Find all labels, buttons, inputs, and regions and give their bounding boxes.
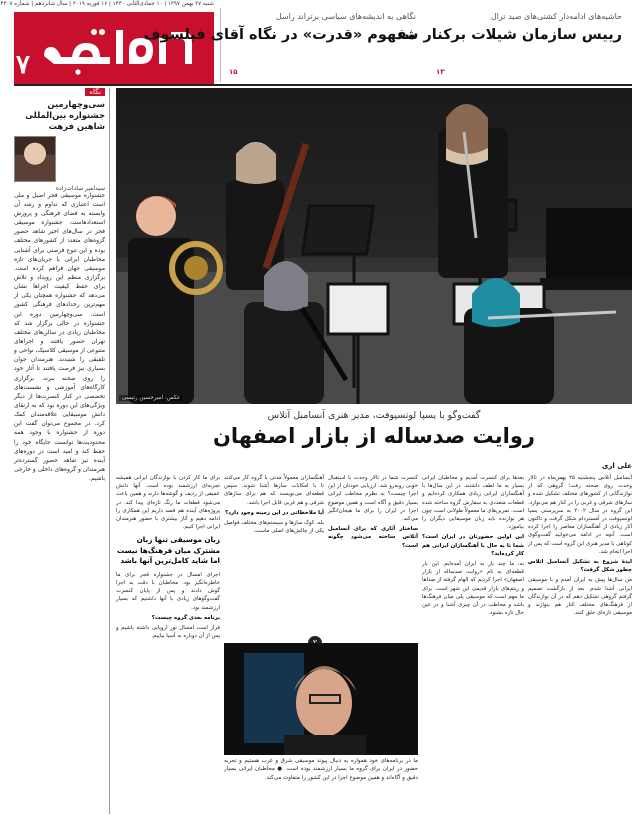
masthead — [14, 12, 214, 84]
article-text: بعدها برای کنسرت آمدیم و مخاطبان ایرانی بسیار به ما لطف داشتند. در این سال‌ها با آهنگسازان ایرانی زیادی همکاری کرده‌ایم و قطعات متعددی به سفارش گروه ساخته شده است. تمرین‌های ما معمولاً طولانی است چون هر نوازنده باید زبان موسیقایی دیگران را بیاموزد. — [422, 475, 524, 531]
promo-headline[interactable]: مفهوم «قدرت» در نگاه آقای فیلسوف — [143, 27, 416, 43]
article-column-2 — [422, 474, 524, 814]
promo-page-number: ۱۳ — [436, 68, 445, 76]
main-photo — [116, 88, 632, 404]
opinion-title: سی‌وچهارمین جشنواره بین‌المللی شاهین فرهت — [25, 99, 105, 131]
author-photo — [14, 136, 56, 182]
article-text: قرار است امسال تور اروپایی داشته باشیم و پس از آن دوباره به آسیا بیاییم. — [116, 624, 220, 640]
article-column-1 — [528, 474, 632, 814]
interview-question: آیا ملاحظاتی در این زمینه وجود دارد؟ — [225, 509, 324, 516]
promo-kicker: نگاهی به اندیشه‌های سیاسی برتراند راسل — [275, 12, 416, 21]
article-text: کنسرت شما در تالار وحدت با استقبال خوبی روبه‌رو شد. ارزیابی خودتان از این اجرا چیست؟ به نظرم مخاطب ایرانی بسیار دقیق و آگاه است و همین موضوع اجرا در ایران را برای ما هیجان‌انگیز می‌کند. — [328, 475, 418, 523]
article-column-3 — [328, 474, 418, 640]
page-number: ۷ — [16, 50, 30, 80]
article-text: آهنگسازان معمولاً مدتی با گروه کار می‌کنند تا با امکانات سازها آشنا شوند. سپس قطعه‌ای می‌نویسند که هم برای سازهای شرقی و هم غربی قابل اجرا باشد. — [224, 475, 324, 506]
inset-portrait-photo — [224, 643, 418, 755]
article-text: برای ما کار کردن با نوازندگان ایرانی همیشه تجربه‌ای ارزشمند بوده است. آنها دانش عمیقی از ردیف و گوشه‌ها دارند و همین باعث می‌شود قطعات ما رنگ تازه‌ای پیدا کند. در پروژه‌های آینده هم قصد داریم این همکاری را ادامه دهیم و آثار بیشتری با حضور هنرمندان ایرانی اجرا کنیم. — [116, 475, 220, 531]
masthead-divider — [14, 84, 632, 86]
promo-page-number: ۱۵ — [229, 68, 238, 76]
story-byline: علی اری — [601, 462, 632, 470]
story-kicker: گفت‌وگو با یسپا لوتسپوفت، مدیر هنری آنسامبل آتلاس — [267, 410, 481, 421]
promo-headline[interactable]: رییس سازمان شیلات برکنار شد — [395, 27, 622, 43]
interview-question: این اولین حضورتان در ایران است؟ شما تا به حال با آهنگسازان ایرانی هم کار کرده‌اید؟ — [422, 534, 524, 557]
interview-question: ایدهٔ شروع به تشکیل آنسامبل اتلاس چطور شکل گرفت؟ — [528, 559, 632, 574]
author-box — [14, 136, 105, 182]
inset-caption: ما در برنامه‌های خود همواره به دنبال پیوند موسیقی شرق و غرب هستیم و تجربه حضور در ایران برای گروه ما بسیار ارزشمند بوده است. ● مخاطبان ایرانی بسیار دقیق و آگاه‌اند و همین موضوع اجرا در این کشور را متفاوت می‌کند. — [224, 758, 418, 781]
pull-quote: زبان موسیقی تنها زبان مشترک میان فرهنگ‌ها نیست اما شاید کامل‌ترین آنها باشد — [117, 535, 220, 566]
article-text: آنسامبل آتلاس پنجشنبه ۲۵ بهمن‌ماه در تالار وحدت روی صحنه رفت؛ گروهی که از نوازندگانی از کشورهای مختلف تشکیل شده و سازهای شرقی و غربی را در کنار هم می‌نوازد. این گروه در سال ۲۰۰۲ به سرپرستی یسپا لوتسپوفت در آمستردام شکل گرفت و تاکنون آثار زیادی از آهنگسازان معاصر را اجرا کرده است. آنچه در ادامه می‌خوانید گفت‌وگوی کوتاهی با مدیر هنری این گروه است که پس از اجرا انجام شد. — [528, 475, 632, 555]
opinion-column — [14, 88, 110, 814]
photo-credit: عکس: امیرحسین رئیسی — [119, 395, 183, 401]
article-text: اجرای امسال در جشنواره فجر برای ما خاطره‌انگیز بود. مخاطبان با دقت به اجرا گوش دادند و پس از پایان کنسرت گفت‌وگوهای زیادی با آنها داشتیم که بسیار ارزشمند بود. — [116, 571, 220, 611]
article-text: من سال‌ها پیش به ایران آمدم و با موسیقی ایرانی آشنا شدم. بعد از بازگشت تصمیم گرفتم گروهی تشکیل دهم که در آن نوازندگان از فرهنگ‌های مختلف کنار هم بنوازند و موسیقی تازه‌ای خلق کنند. — [528, 577, 632, 617]
article-text: بله، کوک سازها و سیستم‌های مختلف فواصل یکی از چالش‌های اصلی ماست. — [224, 520, 324, 535]
article-column-4 — [224, 474, 324, 640]
dateline: شنبه ۲۷ بهمن ۱۳۹۷ | ۱۰ جمادی‌الثانی ۱۴۴۰ | ۱۶ فوریه ۲۰۱۹ | سال شانزدهم | شماره ۴۳۰۷ — [0, 1, 214, 7]
article-text: نه، ما چند بار به ایران آمده‌ایم. این بار قطعه‌ای به نام «روایت صدساله از بازار اصفهان» اجرا کردیم که الهام گرفته از صداها و ریتم‌های بازار قدیمی این شهر است. برای ما مهم است که موسیقی پلی میان فرهنگ‌ها باشد و مخاطب در آن چیزی آشنا و در عین حال تازه بشنود. — [422, 561, 524, 617]
interview-question: ساختار آثاری که برای آنسامبل آتلاس ساخته می‌شود چگونه است؟ — [328, 526, 418, 549]
opinion-body: جشنواره موسیقی فجر اصیل و ملی است اعتباری که تداوم و رشد آن وابسته به فضای فرهنگی و پرورش استعداد‌هاست. جشنواره موسیقی فجر در سال‌های اخیر شاهد حضور گروه‌های متعدد از کشورهای مختلف بوده و این تنوع فرصتی برای آشنایی مخاطبان ایرانی با جریان‌های تازه موسیقی جهان فراهم کرده است. برگزاری منظم این رویداد و تلاش برای حفظ کیفیت اجراها نشان می‌دهد که جشنواره همچنان یکی از مهم‌ترین رخدادهای فرهنگی کشور است. سی‌وچهارمین دوره این جشنواره در حالی برگزار شد که مخاطبان زیادی در سالن‌های مختلف تهران حضور یافتند و اجراهای متنوعی از موسیقی کلاسیک، نواحی و تلفیقی را شنیدند. هنرمندان جوان بسیاری نیز فرصت یافتند تا آثار خود را روی صحنه ببرند. برگزاری کارگاه‌های آموزشی و نشست‌های تخصصی در کنار کنسرت‌ها از دیگر ویژگی‌های این دوره بود که به ارتقای دانش موسیقایی علاقه‌مندان کمک کرد. در مجموع می‌توان گفت این دوره از جشنواره با وجود همه محدودیت‌ها توانست جایگاه خود را حفظ کند و امید است در دوره‌های آینده نیز شاهد حضور گسترده‌تر هنرمندان و گروه‌های داخلی و خارجی باشیم. — [14, 192, 105, 483]
interview-question: برنامه بعدی گروه چیست؟ — [151, 614, 220, 621]
promo-box[interactable] — [395, 8, 632, 82]
section-tag: نگاه — [85, 88, 105, 96]
story-headline: روایت صدساله از بازار اصفهان — [213, 424, 535, 448]
promo-kicker: حاشیه‌های ادامه‌دار کشتی‌های صید ترال — [490, 12, 622, 21]
author-name: سیدامیر سادات‌زاده — [55, 184, 105, 192]
article-column-5 — [116, 474, 220, 814]
promo-box[interactable] — [143, 8, 426, 82]
